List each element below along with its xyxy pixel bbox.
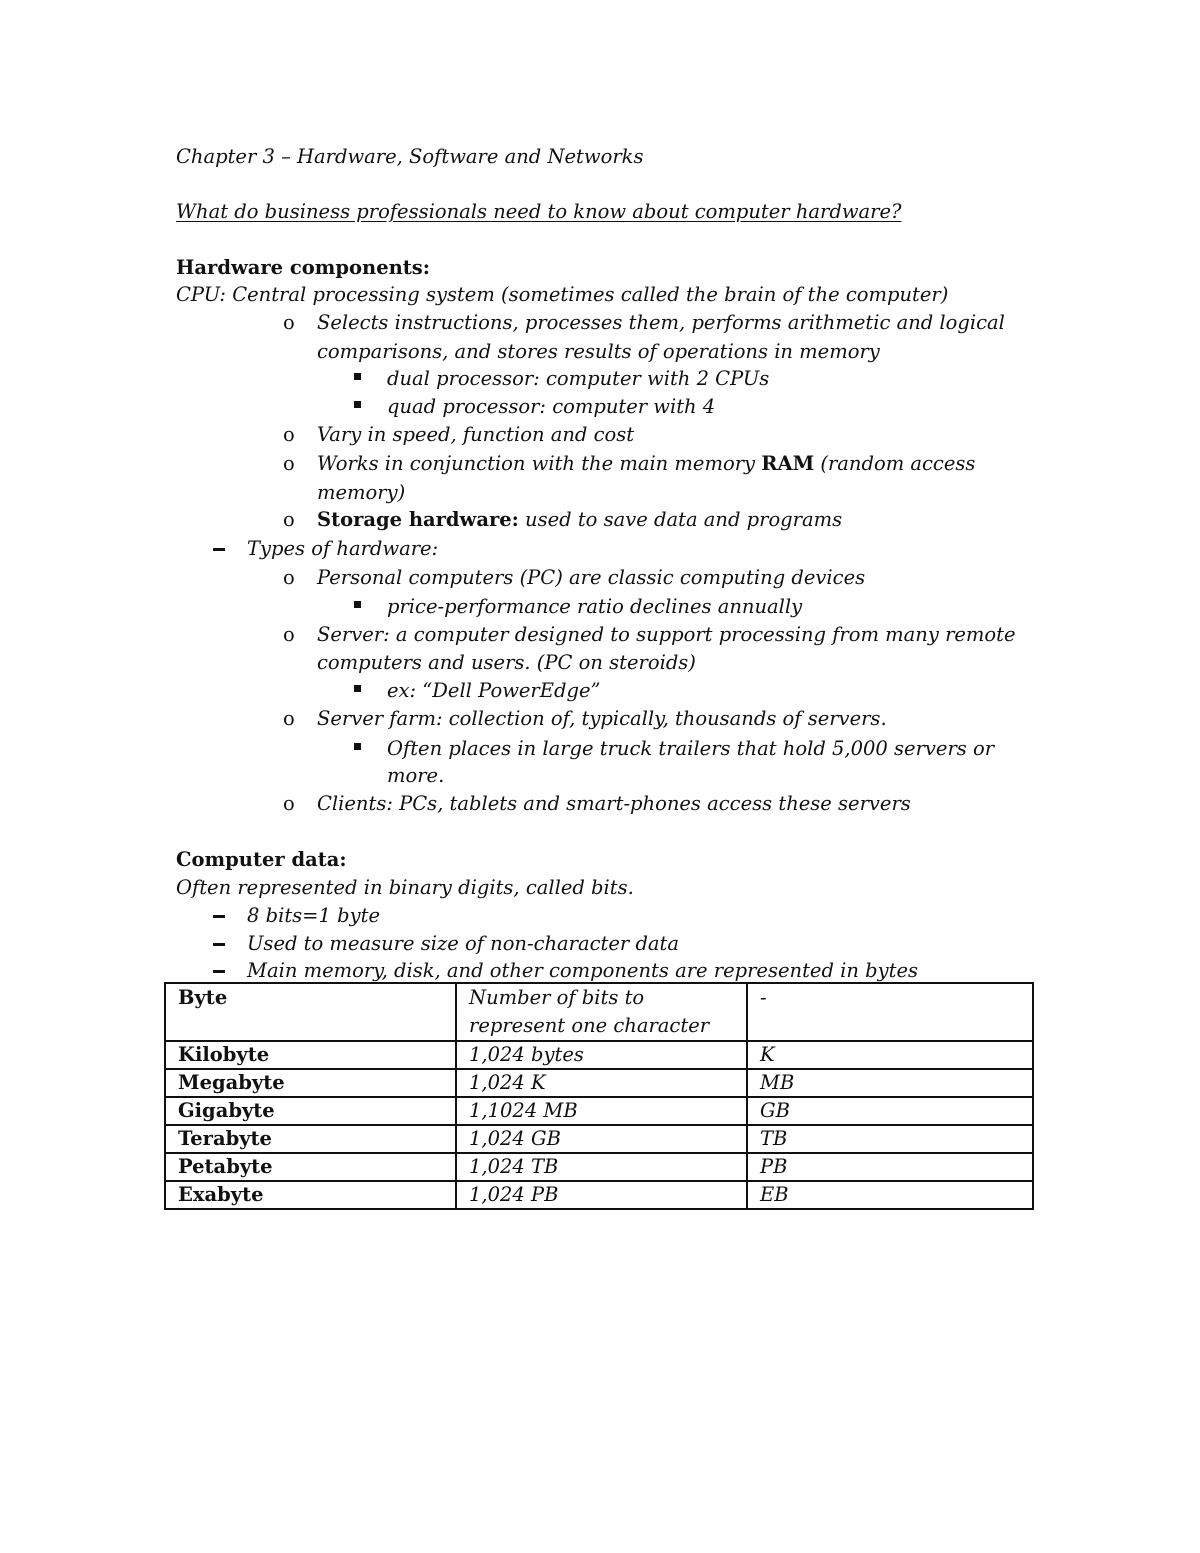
table-cell: 1,024 TB (456, 1153, 747, 1181)
bullet-o: o (283, 423, 295, 446)
table-cell: - (747, 983, 1033, 1041)
cpu-bullet-1-line-2: comparisons, and stores results of operations in memory (317, 340, 880, 363)
pc-sub: price-performance ratio declines annually (387, 595, 803, 618)
farm-sub-line-2: more. (387, 764, 445, 787)
data-line: Often represented in binary digits, called bits. (176, 876, 634, 899)
pc-line: Personal computers (PC) are classic computing devices (317, 566, 866, 589)
table-cell: K (747, 1041, 1033, 1069)
bullet-o: o (283, 707, 295, 730)
table-cell: Petabyte (165, 1153, 456, 1181)
cpu-bullet-2: Vary in speed, function and cost (317, 423, 635, 446)
table-row (165, 1097, 1033, 1125)
cpu-bullet-4-post: used to save data and programs (518, 508, 843, 531)
server-line-1: Server: a computer designed to support processing from many remote (317, 623, 1016, 646)
bullet-o: o (283, 311, 295, 334)
farm-line: Server farm: collection of, typically, thousands of servers. (317, 707, 887, 730)
clients-line: Clients: PCs, tablets and smart-phones access these servers (317, 792, 911, 815)
table-cell: 1,024 PB (456, 1181, 747, 1209)
cpu-bullet-3 (317, 450, 975, 478)
table-row (165, 1181, 1033, 1209)
table-cell: EB (747, 1181, 1033, 1209)
cpu-sub-1: dual processor: computer with 2 CPUs (387, 367, 770, 390)
table-cell (456, 983, 747, 1041)
table-cell: Gigabyte (165, 1097, 456, 1125)
bullet-o: o (283, 792, 295, 815)
bullet-o: o (283, 452, 295, 475)
cpu-bullet-4 (317, 506, 842, 534)
table-row (165, 1041, 1033, 1069)
table-cell: Megabyte (165, 1069, 456, 1097)
square-bullet (354, 743, 361, 750)
square-bullet (354, 601, 361, 608)
cpu-bullet-3-line-2: memory) (317, 481, 406, 504)
table-cell: Exabyte (165, 1181, 456, 1209)
dash-bullet (213, 970, 225, 973)
table-cell: Byte (165, 983, 456, 1041)
table-row (165, 1125, 1033, 1153)
table-cell: PB (747, 1153, 1033, 1181)
table-cell: TB (747, 1125, 1033, 1153)
header-line-1: Number of bits to (469, 986, 645, 1009)
table-cell: MB (747, 1069, 1033, 1097)
data-dash-2: Used to measure size of non-character data (247, 932, 680, 955)
bullet-o: o (283, 508, 295, 531)
square-bullet (354, 373, 361, 380)
table-cell: 1,024 bytes (456, 1041, 747, 1069)
server-line-2: computers and users. (PC on steroids) (317, 651, 696, 674)
byte-units-table (164, 982, 1034, 1210)
square-bullet (354, 685, 361, 692)
table-cell: 1,1024 MB (456, 1097, 747, 1125)
hardware-heading: Hardware components: (176, 256, 430, 279)
dash-bullet (213, 915, 225, 918)
table-cell: 1,024 K (456, 1069, 747, 1097)
cpu-bullet-3-post: (random access (814, 452, 976, 475)
table-row (165, 1153, 1033, 1181)
table-cell: GB (747, 1097, 1033, 1125)
table-header-row (165, 983, 1033, 1041)
dash-bullet (213, 548, 225, 551)
cpu-bullet-3-pre: Works in conjunction with the main memory (317, 452, 762, 475)
dash-bullet (213, 943, 225, 946)
data-heading: Computer data: (176, 848, 347, 871)
cpu-bullet-1-line-1: Selects instructions, processes them, performs arithmetic and logical (317, 311, 1005, 334)
types-line: Types of hardware: (247, 537, 439, 560)
data-dash-1: 8 bits=1 byte (247, 904, 380, 927)
bullet-o: o (283, 566, 295, 589)
storage-term: Storage hardware: (317, 508, 519, 531)
cpu-sub-2: quad processor: computer with 4 (387, 395, 716, 418)
bullet-o: o (283, 623, 295, 646)
farm-sub-line-1: Often places in large truck trailers that hold 5,000 servers or (387, 737, 995, 760)
table-cell: Kilobyte (165, 1041, 456, 1069)
table-cell: Terabyte (165, 1125, 456, 1153)
square-bullet (354, 401, 361, 408)
table-row (165, 1069, 1033, 1097)
data-dash-3: Main memory, disk, and other components are represented in bytes (247, 959, 918, 982)
table-cell: 1,024 GB (456, 1125, 747, 1153)
header-line-2: represent one character (469, 1014, 710, 1037)
cpu-line: CPU: Central processing system (sometimes called the brain of the computer) (176, 283, 949, 306)
ram-term: RAM (761, 452, 815, 475)
section-question: What do business professionals need to know about computer hardware? (176, 200, 902, 223)
chapter-title: Chapter 3 – Hardware, Software and Networks (176, 145, 644, 168)
server-sub: ex: “Dell PowerEdge” (387, 679, 601, 702)
